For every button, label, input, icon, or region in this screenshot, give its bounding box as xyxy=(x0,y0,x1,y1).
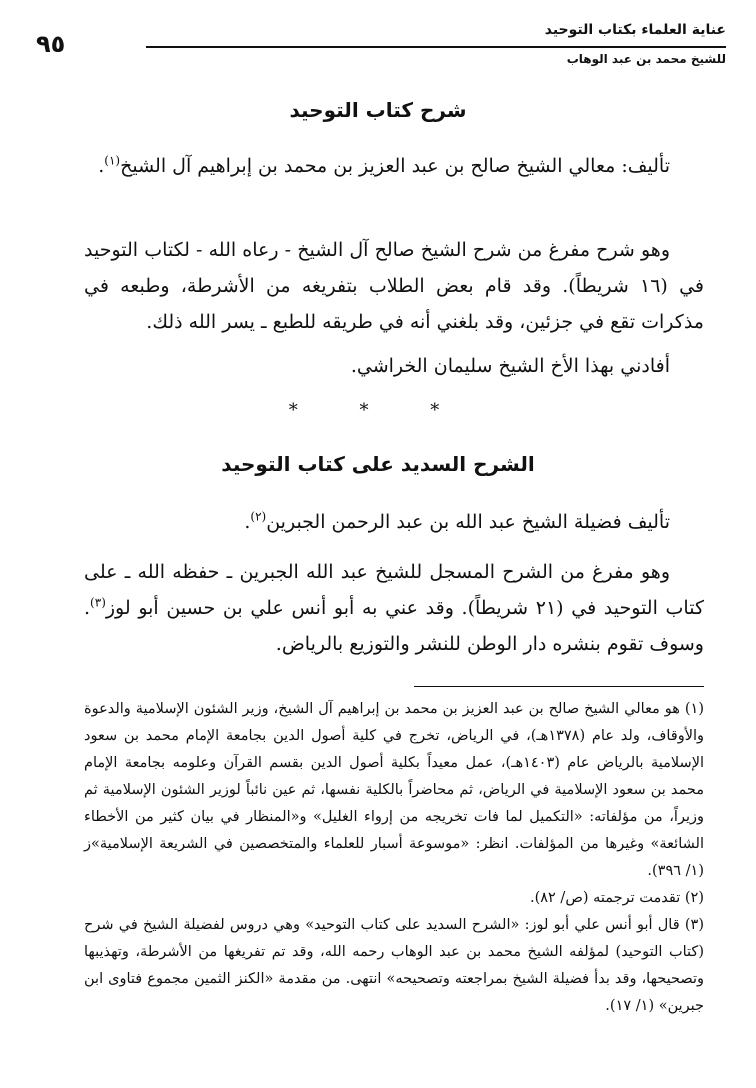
section1-credit-text: أفادني بهذا الأخ الشيخ سليمان الخراشي. xyxy=(350,355,670,377)
section1-body-text: وهو شرح مفرغ من شرح الشيخ صالح آل الشيخ - رعاه الله - لكتاب التوحيد في (١٦ شريطاً). وقد قام بعض الطلاب بتفريغه من الأشرطة، وطبعه في مذكرات تقع في جزئين، وقد بلغني أنه في طريقه للطبع ـ يسر الله ذلك. xyxy=(84,239,704,333)
footnote-text: قال أبو أنس علي أبو لوز: «الشرح السديد على كتاب التوحيد» وهي دروس لفضيلة الشيخ في شرح (كتاب التوحيد) لمؤلفه الشيخ محمد بن عبد الوهاب رحمه الله، وقد تم تفريغها من الأشرطة، وتهذيبها وتصحيحها، وقد بدأ فضيلة الشيخ بمراجعته وتصحيحه» انتهى. من مقدمة «الكنز الثمين مجموع فتاوى ابن جبرين» (١/ ١٧). xyxy=(84,917,704,1014)
section2-body-end: . وسوف تقوم بنشره دار الوطن للنشر والتوزيع بالرياض. xyxy=(84,597,704,655)
section-title-sharh-kitab-al-tawhid: شرح كتاب التوحيد xyxy=(289,98,467,122)
header-subtitle: للشيخ محمد بن عبد الوهاب xyxy=(566,52,726,66)
section1-author-end: . xyxy=(98,155,105,177)
section2-body-paragraph xyxy=(84,554,704,662)
footnote-ref-2: (٢) xyxy=(250,509,267,524)
page-number: ٩٥ xyxy=(36,30,66,58)
running-header xyxy=(26,22,726,72)
header-title: عناية العلماء بكتاب التوحيد xyxy=(544,22,726,38)
footnotes xyxy=(84,696,704,1020)
section2-author-text: تأليف فضيلة الشيخ عبد الله بن عبد الرحمن الجبرين xyxy=(266,511,670,533)
footnote-1 xyxy=(84,696,704,885)
section2-author-end: . xyxy=(244,511,251,533)
footnote-2 xyxy=(84,885,704,912)
footnote-ref-3: (٣) xyxy=(90,595,106,610)
footnote-3 xyxy=(84,912,704,1020)
header-rule xyxy=(146,46,726,48)
section1-credit-paragraph xyxy=(84,348,704,384)
footnote-text: تقدمت ترجمته (ص/ ٨٢). xyxy=(529,890,681,906)
footnote-number: (٣) xyxy=(684,917,705,933)
footnote-number: (١) xyxy=(684,701,705,717)
section2-body-text: وهو مفرغ من الشرح المسجل للشيخ عبد الله الجبرين ـ حفظه الله ـ على كتاب التوحيد في (٢١ شريطاً). وقد عني به أبو أنس علي بن حسين أبو لوز xyxy=(84,561,704,619)
footnote-text: هو معالي الشيخ صالح بن عبد العزيز بن محمد بن إبراهيم آل الشيخ، وزير الشئون الإسلامية والدعوة والأوقاف، ولد عام (١٣٧٨هـ)، في الرياض، تخرج في كلية أصول الدين بجامعة الإمام محمد بن سعود الإسلامية بالرياض عام (١٤٠٣هـ)، عمل معيداً بكلية أصول الدين بقسم القرآن وعلومه بجامعة الإمام محمد بن سعود الإسلامية في الرياض، ثم محاضراً بالكلية نفسها، ثم عين نائباً لوزير الشئون الإسلامية ثم وزيراً، من مؤلفاته: «التكميل لما فات تخريجه من إرواء الغليل» و«المنظار في بيان كثير من الأخطاء الشائعة» وغيرها من المؤلفات. انظر: «موسوعة أسبار للعلماء والمتخصصين في الشريعة الإسلامية»ز (١/ ٣٩٦). xyxy=(84,701,704,879)
footnote-divider xyxy=(414,686,704,687)
section2-author-paragraph xyxy=(84,504,704,540)
section1-author-paragraph xyxy=(84,148,704,184)
footnote-ref-1: (١) xyxy=(104,153,121,168)
section1-author-text: تأليف: معالي الشيخ صالح بن عبد العزيز بن محمد بن إبراهيم آل الشيخ xyxy=(120,155,670,177)
section-title-al-sharh-al-sadid: الشرح السديد على كتاب التوحيد xyxy=(221,452,535,476)
footnote-number: (٢) xyxy=(684,890,704,906)
section1-body-paragraph xyxy=(84,232,704,340)
section-separator-asterisks: * * * xyxy=(288,400,468,421)
